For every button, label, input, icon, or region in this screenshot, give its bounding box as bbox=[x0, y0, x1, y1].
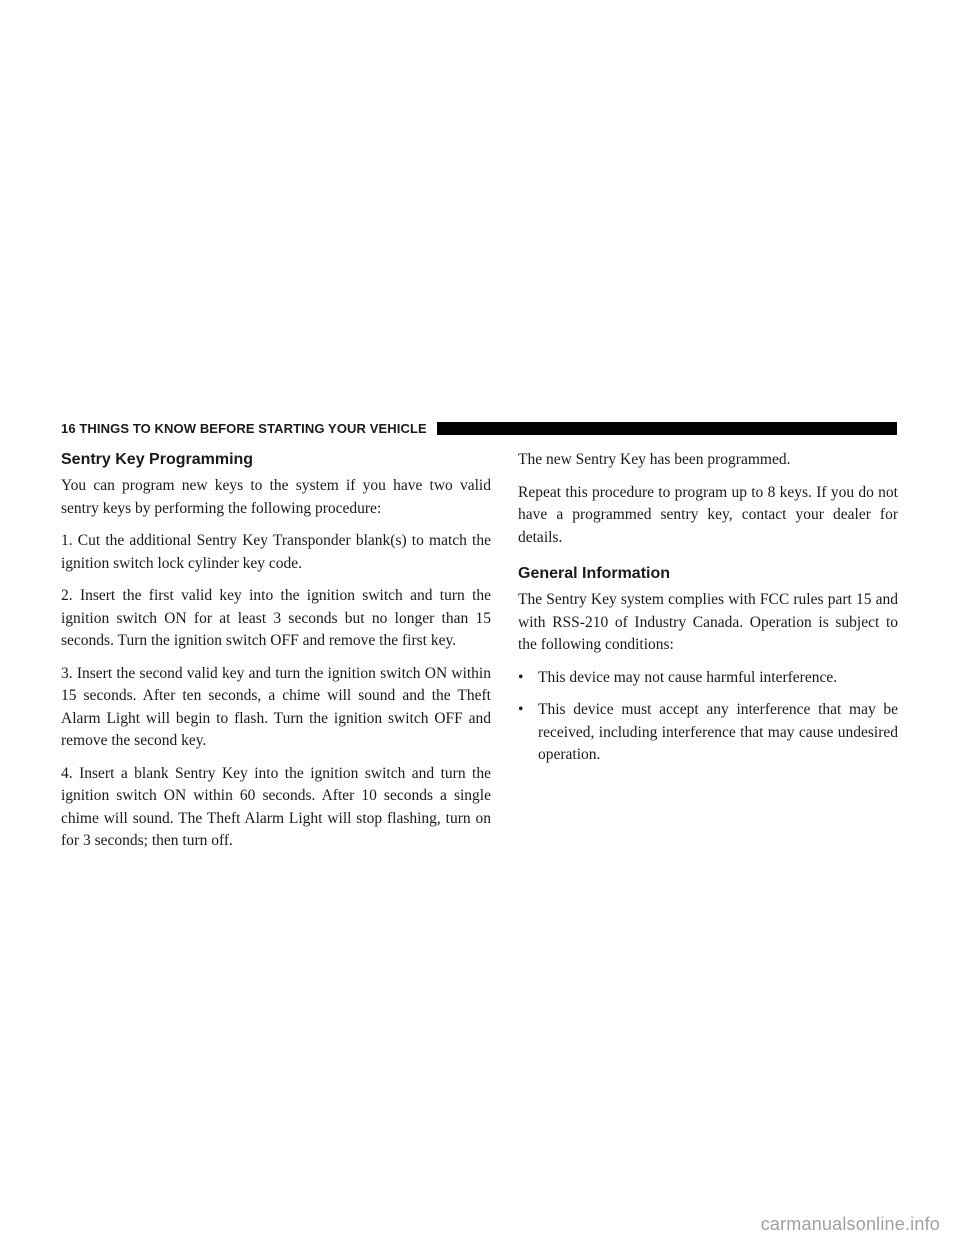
header-bar bbox=[437, 422, 897, 435]
paragraph-intro: You can program new keys to the system if you have two valid sentry keys by performing the following procedure: bbox=[61, 477, 491, 517]
left-column bbox=[61, 449, 491, 863]
page-header bbox=[61, 419, 897, 437]
paragraph-repeat: Repeat this procedure to program up to 8 keys. If you do not have a programmed sentry key, contact your dealer for details. bbox=[518, 483, 898, 546]
right-column bbox=[518, 449, 898, 777]
paragraph-fcc: The Sentry Key system complies with FCC rules part 15 and with RSS-210 of Industry Canada. Operation is subject to the following conditions: bbox=[518, 591, 898, 653]
page-number: 16 bbox=[61, 420, 76, 436]
bullet-icon: • bbox=[518, 668, 524, 686]
list-item-text: This device must accept any interference that may be received, including interference that may cause undesired operation. bbox=[538, 701, 898, 763]
bullet-icon: • bbox=[518, 701, 524, 718]
paragraph-step-4: 4. Insert a blank Sentry Key into the ignition switch and turn the ignition switch ON within 60 seconds. After 10 seconds a single chime will sound. The Theft Alarm Light will stop flashing, turn on for 3 seconds; then turn off. bbox=[61, 764, 491, 849]
watermark: carmanualsonline.info bbox=[760, 1214, 940, 1234]
paragraph-programmed: The new Sentry Key has been programmed. bbox=[518, 451, 791, 468]
list-item-text: This device may not cause harmful interference. bbox=[538, 668, 838, 686]
page-header-text bbox=[61, 421, 427, 436]
paragraph-step-3: 3. Insert the second valid key and turn the ignition switch ON within 15 seconds. After ten seconds, a chime will sound and the Theft Alarm Light will begin to flash. Turn the ignition switch OFF and remove the second key. bbox=[61, 664, 491, 749]
list-item bbox=[518, 667, 898, 690]
section-heading-general-info: General Information bbox=[518, 565, 671, 582]
list-item bbox=[518, 699, 898, 767]
conditions-list bbox=[518, 667, 898, 767]
section-heading-sentry-key: Sentry Key Programming bbox=[61, 451, 254, 468]
paragraph-step-2: 2. Insert the first valid key into the ignition switch and turn the ignition switch ON for at least 3 seconds but no longer than 15 seconds. Turn the ignition switch OFF and remove the first key. bbox=[61, 587, 491, 649]
paragraph-step-1: 1. Cut the additional Sentry Key Transponder blank(s) to match the ignition switch lock cylinder key code. bbox=[61, 532, 491, 572]
chapter-title: THINGS TO KNOW BEFORE STARTING YOUR VEHICLE bbox=[79, 420, 427, 436]
